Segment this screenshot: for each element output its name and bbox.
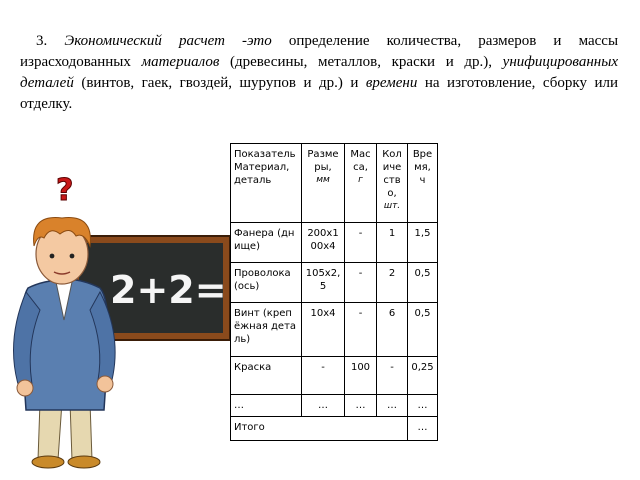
intro-text-4: на изготовление, сборку или отделку.	[20, 75, 619, 112]
table-cell: 0,25	[408, 357, 438, 395]
table-row	[231, 263, 438, 303]
term-materials: материалов	[141, 54, 220, 70]
boy-hand-right	[97, 376, 113, 392]
table-cell: …	[345, 395, 377, 417]
boy-chalkboard-illustration	[0, 170, 230, 470]
table-cell: …	[377, 395, 408, 417]
boy-hand-left	[17, 380, 33, 396]
term-unified-parts: унифицированных деталей	[20, 54, 619, 91]
table-cell: -	[345, 263, 377, 303]
table-cell: Фанера (днище)	[231, 223, 302, 263]
boy-eye-right	[70, 254, 75, 259]
term-economic-calculation: Экономический расчет -это	[64, 33, 272, 49]
table-cell: Краска	[231, 357, 302, 395]
intro-text-3: (винтов, гаек, гвоздей, шурупов и др.) и	[81, 75, 359, 91]
table-cell: 0,5	[408, 303, 438, 357]
header-quantity-unit: шт.	[383, 201, 401, 211]
intro-text-1: определение количества, размеров и массы израсходованных	[20, 33, 619, 70]
table-cell: 2	[377, 263, 408, 303]
table-header-row	[231, 144, 438, 223]
header-cell-size	[302, 144, 345, 223]
boy-shoe-right	[68, 456, 100, 468]
table-row	[231, 357, 438, 395]
header-material-label: Материал, деталь	[234, 162, 290, 186]
intro-text-2: (древесины, металлов, краски и др.),	[230, 54, 493, 70]
table-cell: -	[345, 223, 377, 263]
table-cell: 0,5	[408, 263, 438, 303]
table-cell: Винт (крепёжная деталь)	[231, 303, 302, 357]
boy-shoe-left	[32, 456, 64, 468]
table-cell: 6	[377, 303, 408, 357]
table-cell: …	[231, 395, 302, 417]
header-quantity-label: Количество,	[382, 149, 402, 199]
total-value: …	[408, 417, 438, 441]
header-cell-quantity	[377, 144, 408, 223]
header-indicator-label: Показатель	[234, 149, 296, 160]
term-time: времени	[365, 75, 418, 91]
table-cell: 200x100x4	[302, 223, 345, 263]
table-cell: 105x2,5	[302, 263, 345, 303]
item-number: 3.	[36, 33, 48, 49]
header-cell-mass	[345, 144, 377, 223]
table-row	[231, 303, 438, 357]
table-cell: 1,5	[408, 223, 438, 263]
header-size-unit: мм	[316, 175, 330, 185]
table-cell: Проволока (ось)	[231, 263, 302, 303]
table-cell: 1	[377, 223, 408, 263]
table-cell: -	[302, 357, 345, 395]
intro-paragraph	[20, 31, 618, 115]
header-time-label: Время, ч	[412, 149, 433, 186]
header-mass-label: Масса,	[350, 149, 371, 173]
header-cell-time	[408, 144, 438, 223]
total-label: Итого	[231, 417, 408, 441]
table-row	[231, 395, 438, 417]
chalkboard-math-text: 2+2=	[110, 268, 227, 312]
header-size-label: Размеры,	[307, 149, 339, 173]
table-total-row	[231, 417, 438, 441]
table-cell: 100	[345, 357, 377, 395]
calculation-table	[230, 143, 438, 441]
question-mark-icon: ?	[56, 173, 74, 208]
header-mass-unit: г	[358, 175, 363, 185]
table-cell: …	[408, 395, 438, 417]
table-cell: -	[377, 357, 408, 395]
table-cell: 10x4	[302, 303, 345, 357]
table-cell: -	[345, 303, 377, 357]
header-cell-indicator	[231, 144, 302, 223]
table-cell: …	[302, 395, 345, 417]
table-row	[231, 223, 438, 263]
boy-eye-left	[50, 254, 55, 259]
